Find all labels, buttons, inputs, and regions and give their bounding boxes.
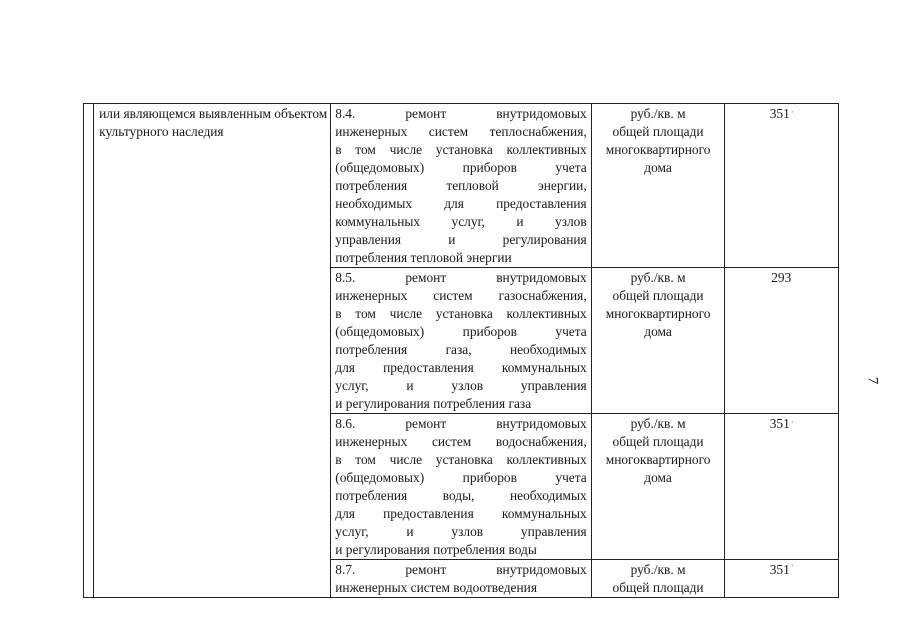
work-description-cell	[331, 268, 591, 414]
work-line: услуг, и узлов управления	[335, 524, 587, 539]
value-mark: `	[790, 563, 794, 573]
work-line: в том числе установка коллективных	[335, 452, 587, 467]
work-line: инженерных систем водоотведения	[335, 580, 537, 595]
work-description-cell	[331, 560, 591, 598]
unit-line: многоквартирного	[605, 452, 711, 467]
unit-line: общей площади	[612, 124, 704, 139]
work-line: 8.6. ремонт внутридомовых	[335, 416, 587, 431]
category-text: или являющемся выявленным объектом культурного наследия	[99, 106, 328, 139]
unit-line: дома	[644, 160, 672, 175]
unit-line: руб./кв. м	[630, 106, 686, 121]
unit-line: общей площади	[612, 434, 704, 449]
work-line: для предоставления коммунальных	[335, 506, 587, 521]
value-mark: ·	[790, 107, 794, 117]
unit-line: многоквартирного	[605, 306, 711, 321]
work-line: в том числе установка коллективных	[335, 306, 587, 321]
work-line: услуг, и узлов управления	[335, 378, 587, 393]
unit-cell	[591, 414, 725, 560]
unit-line: общей площади	[612, 580, 704, 595]
work-line: потребления газа, необходимых	[335, 342, 587, 357]
work-line: и регулирования потребления газа	[335, 396, 532, 411]
unit-line: общей площади	[612, 288, 704, 303]
unit-line: руб./кв. м	[630, 562, 686, 577]
value-cell	[725, 414, 839, 560]
value-text: 293	[771, 270, 792, 285]
work-line: инженерных систем газоснабжения,	[335, 288, 587, 303]
work-line: 8.5. ремонт внутридомовых	[335, 270, 587, 285]
value-mark: ·	[790, 417, 794, 427]
page-number: 7	[864, 376, 881, 385]
unit-line: дома	[644, 470, 672, 485]
value-text: 351	[769, 416, 790, 431]
work-line: и регулирования потребления воды	[335, 542, 537, 557]
work-line: инженерных систем теплоснабжения,	[335, 124, 587, 139]
work-line: коммунальных услуг, и узлов	[335, 214, 587, 229]
work-description-cell	[331, 414, 591, 560]
work-line: 8.4. ремонт внутридомовых	[335, 106, 587, 121]
work-line: 8.7. ремонт внутридомовых	[335, 562, 587, 577]
work-line: потребления воды, необходимых	[335, 488, 587, 503]
unit-line: многоквартирного	[605, 142, 711, 157]
work-description-cell	[331, 104, 591, 268]
number-cell	[84, 104, 94, 598]
category-cell	[94, 104, 331, 598]
unit-line: дома	[644, 324, 672, 339]
unit-line: руб./кв. м	[630, 416, 686, 431]
unit-line: руб./кв. м	[630, 270, 686, 285]
unit-cell	[591, 104, 725, 268]
value-text: 351	[769, 106, 790, 121]
table-row	[84, 104, 839, 268]
work-line: (общедомовых) приборов учета	[335, 470, 587, 485]
unit-cell	[591, 268, 725, 414]
value-cell	[725, 560, 839, 598]
work-line: потребления тепловой энергии,	[335, 178, 587, 193]
work-line: в том числе установка коллективных	[335, 142, 587, 157]
work-line: для предоставления коммунальных	[335, 360, 587, 375]
work-line: необходимых для предоставления	[335, 196, 587, 211]
work-line: управления и регулирования	[335, 232, 587, 247]
work-line: (общедомовых) приборов учета	[335, 324, 587, 339]
value-cell	[725, 104, 839, 268]
value-text: 351	[769, 562, 790, 577]
work-line: (общедомовых) приборов учета	[335, 160, 587, 175]
work-line: потребления тепловой энергии	[335, 250, 512, 265]
unit-cell	[591, 560, 725, 598]
value-cell	[725, 268, 839, 414]
tariff-table	[83, 103, 839, 598]
work-line: инженерных систем водоснабжения,	[335, 434, 587, 449]
